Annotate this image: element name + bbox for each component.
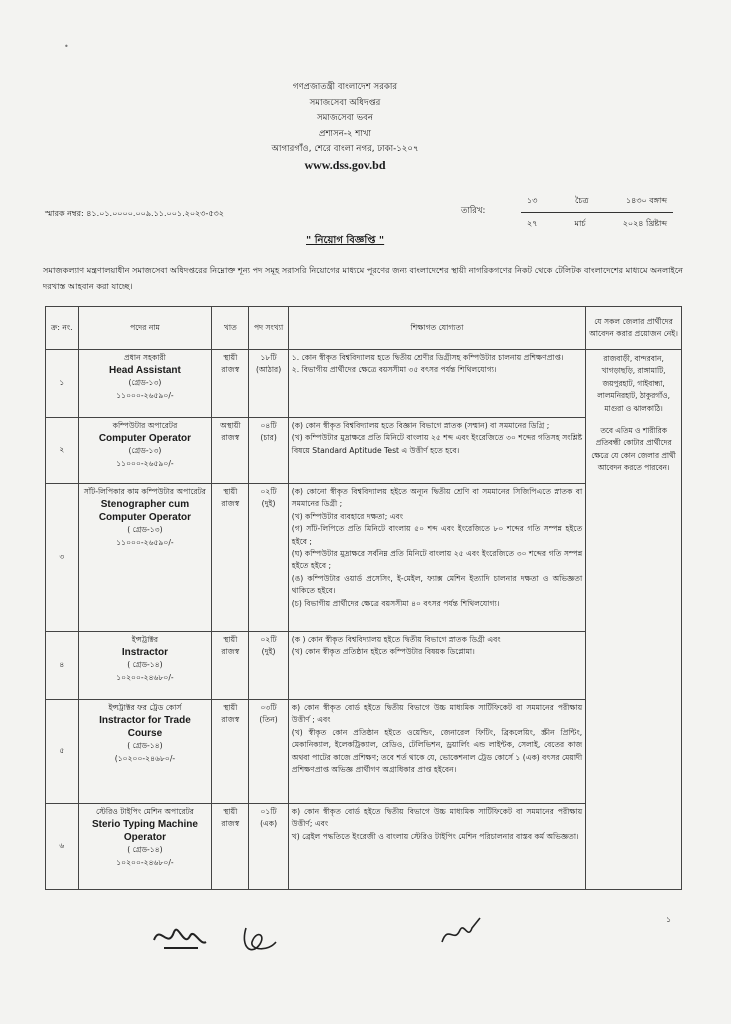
excluded-districts: রাজবাড়ী, বান্দরবান, খাগড়াছড়ি, রাঙ্গামাটি, জয়পুরহাট, গাইবান্ধা, লালমনিরহাট, ঠাকুরগাঁও, মাগুরা ও ঝালকাঠি। [597,354,670,413]
khat-cell: স্থায়ী রাজস্ব [212,350,249,418]
qualification-item: (চ) বিভাগীয় প্রার্থীদের ক্ষেত্রে বয়সসীমা ৪০ বৎসর পর্যন্ত শিথিলযোগ্য। [291,598,500,608]
post-name-en: Instractor [121,647,168,659]
khat-cell: স্থায়ী রাজস্ব [212,484,249,632]
qualification-item: ১. কোন স্বীকৃত বিশ্ববিদ্যালয় হতে দ্বিতীয় শ্রেণীর ডিগ্রীসহ কম্পিউটার চালনায় প্রশিক্ষণপ্রাপ্ত। [291,353,564,362]
post-grade: (গ্রেড-১৩) [128,446,162,456]
post-pay-scale: ১০২০০-২৪৬৮০/- [116,857,174,867]
count-cell: ০১টি (এক) [249,804,288,890]
header-line-4: প্রশাসন-২ শাখা [319,128,371,139]
post-pay-scale: ১১০০০-২৬৫৯০/- [116,537,174,547]
header-line-3: সমাজসেবা ভবন [316,113,374,123]
post-grade: ( গ্রেড-১৪) [127,741,163,751]
post-grade: (গ্রেড-১৩) [128,378,162,388]
qualification-item: (খ) স্বীকৃত কোন প্রতিষ্ঠান হইতে ওয়েল্ডিং, জেনারেল ফিটিং, ব্রিকলেয়িং, স্ক্রীন প্রিন্টিং, মেকানিক্যাল, ইলেকট্রিক্যাল, রেডিও, টেলিভিশন, ড্রয়ার্লিং এন্ড লাইন্টক, সেলাই, বেতের কাজ অথবা পাটের কাজে প্রশিক্ষণ; তবে শর্ত থাকে যে, ভোকেশনাল ট্রেড কোর্সে ১ (এক) বৎসর মেয়াদী প্রশিক্ষণপ্রাপ্ত অভিজ্ঞ প্রার্থীগণ অগ্রাধিকার প্রাপ্ত হইবেন। [291,727,583,775]
count-cell: ০২টি (দুই) [249,484,288,632]
post-pay-scale: ১১০০০-২৬৫৯০/- [116,458,174,468]
date-english-year: ২০২৪ খ্রিষ্টাব্দ [622,218,667,228]
post-grade: ( গ্রেড-১৪) [127,845,163,855]
row-serial: ৪ [46,632,79,700]
signature-3 [438,914,484,950]
row-serial: ৫ [46,700,79,804]
date-bangla-month: চৈত্র [574,195,589,205]
khat-cell: স্থায়ী রাজস্ব [212,632,249,700]
post-pay-scale: (১০২০০-২৪৬৮০/- [114,753,176,763]
vacancy-table [45,306,682,890]
qualification-item: (ক) কোনো স্বীকৃত বিশ্ববিদ্যালয় হইতে অন্যূন দ্বিতীয় শ্রেণি বা সমমানের সিজিপিএতে স্নাতক বা সমমানের ডিগ্রী ; [291,487,583,509]
date-english-month: মার্চ [574,218,586,228]
post-name-en: Sterio Typing Machine Operator [91,819,198,844]
date-bangla-day: ১৩ [527,195,538,205]
qualification-item: (ক ) কোন স্বীকৃত বিশ্ববিদ্যালয় হইতে দ্বিতীয় বিভাগে স্নাতক ডিগ্রী এবং [291,635,501,644]
header-serial: ক্র: নং. [46,307,79,350]
qualification-cell [288,350,585,418]
office-header [230,80,460,173]
districts-cell [586,350,682,890]
post-grade: ( গ্রেড-১৪) [127,660,163,670]
date-english-day: ২৭ [527,218,538,228]
post-name-bn: ইন্সট্রাক্টর ফর ট্রেড কোর্স [108,703,182,712]
qualification-cell [288,632,585,700]
post-cell [78,700,212,804]
post-cell [78,804,212,890]
quota-note: তবে এতিম ও শারীরিক প্রতিবন্ধী কোটার প্রার্থীদের ক্ষেত্রে যে কোন জেলার প্রার্থী আবেদন করতে পারবেন। [591,426,676,473]
date-english [521,213,673,235]
qualification-cell [288,484,585,632]
scan-mark: • [64,42,69,51]
qualification-item: (ঙ) কম্পিউটার ওয়ার্ড প্রসেসিং, ই-মেইল, ফ্যাক্স মেশিন ইত্যাদি চালনার দক্ষতা ও অভিজ্ঞতা থাকিতে হইবে। [291,573,583,596]
post-grade: ( গ্রেড-১৩) [127,525,163,535]
khat-cell: অস্থায়ী রাজস্ব [212,418,249,484]
date-label: তারিখ: [461,206,486,216]
post-pay-scale: ১০২০০-২৪৬৮০/- [116,672,174,682]
header-post: পদের নাম [78,307,212,350]
header-districts: যে সকল জেলার প্রার্থীদের আবেদন করার প্রয়োজন নেই। [586,307,682,350]
qualification-item: (খ) কম্পিউটার মুদ্রাক্ষরে প্রতি মিনিটে বাংলায় ২৫ শব্দ এবং ইংরেজিতে ৩০ শব্দের গতিসহ সংশ্লিষ্ট বিষয়ে Standard Aptitude Test এ উত্তীর্ণ হতে হবে। [291,433,583,455]
date-bangla-year: ১৪৩০ বঙ্গাব্দ [625,195,667,205]
post-name-bn: সাঁট-লিপিকার কাম কম্পিউটার অপারেটর [83,487,206,496]
post-name-en: Instractor for Trade Course [99,715,191,740]
memo-number: স্মারক নম্বর: ৪১.০১.০০০০.০০৯.১১.০০১.২০২৩-৫৩২ [45,209,224,218]
post-name-en: Stenographer cum Computer Operator [98,499,192,524]
qualification-item: খ) ব্রেইল পদ্ধতিতে ইংরেজী ও বাংলায় স্টেরিও টাইপিং মেশিন পরিচালনার বাস্তব কর্ম অভিজ্ঞতা। [291,831,579,841]
header-qualification: শিক্ষাগত যোগ্যতা [288,307,585,350]
header-address: আগারগাঁও, শেরে বাংলা নগর, ঢাকা-১২০৭ [271,144,419,154]
qualification-item: (খ) কোন স্বীকৃত প্রতিষ্ঠান হইতে কম্পিউটার বিষয়ক ডিপ্লোমা। [291,647,475,657]
notice-title: " নিয়োগ বিজ্ঞপ্তি " [306,235,385,246]
qualification-item: ক) কোন স্বীকৃত বোর্ড হইতে দ্বিতীয় বিভাগে উচ্চ মাধ্যমিক সার্টিফিকেট বা সমমানের পরীক্ষায় উত্তীর্ণ; এবং [291,807,583,829]
qualification-item: (ক) কোন স্বীকৃত বিশ্ববিদ্যালয় হতে বিজ্ঞান বিভাগে স্নাতক (সম্মান) বা সমমানের ডিগ্রি ; [291,421,550,430]
header-count: পদ সংখ্যা [249,307,288,350]
header-line-1: গণপ্রজাতন্ত্রী বাংলাদেশ সরকার [292,82,398,92]
post-name-bn: ইন্সট্রাক্টর [131,635,159,644]
qualification-item: ক) কোন স্বীকৃত বোর্ড হইতে দ্বিতীয় বিভাগে উচ্চ মাধ্যমিক সার্টিফিকেট বা সমমানের পরীক্ষায় উত্তীর্ণ ; এবং [291,703,583,725]
post-name-en: Computer Operator [98,433,192,445]
date-bangla [521,190,673,213]
header-khat: খাত [212,307,249,350]
row-serial: ৬ [46,804,79,890]
row-serial: ৩ [46,484,79,632]
page-number: ১ [666,915,672,924]
header-line-2: সমাজসেবা অধিদপ্তর [309,97,381,108]
count-cell: ০৩টি (তিন) [249,700,288,804]
khat-cell: স্থায়ী রাজস্ব [212,700,249,804]
table-row [46,350,682,418]
row-serial: ২ [46,418,79,484]
qualification-cell [288,804,585,890]
post-cell [78,350,212,418]
count-cell: ০২টি (দুই) [249,632,288,700]
table-header-row [46,307,682,350]
post-cell [78,418,212,484]
post-name-bn: স্টেরিও টাইপিং মেশিন অপারেটর [95,807,194,816]
count-cell: ০৪টি (চার) [249,418,288,484]
intro-paragraph: সমাজকল্যাণ মন্ত্রণালয়াধীন সমাজসেবা অধিদপ্তরের নিম্নোক্ত শূন্য পদ সমূহ সরাসরি নিয়োগের মাধ্যমে পূরণের জন্য বাংলাদেশের স্থায়ী নাগরিকগণের নিকট থেকে টেলিটক বাংলাদেশের মাধ্যমে অনলাইনে দরখাস্ত আহবান করা যাচ্ছে। [43,265,683,291]
post-cell [78,632,212,700]
post-pay-scale: ১১০০০-২৬৫৯০/- [116,390,174,400]
row-serial: ১ [46,350,79,418]
post-name-bn: কম্পিউটার অপারেটর [112,421,178,430]
post-cell [78,484,212,632]
date-box [521,190,673,235]
website-url: www.dss.gov.bd [304,157,386,172]
signature-2 [238,918,280,958]
post-name-bn: প্রধান সহকারী [123,353,166,362]
khat-cell: স্থায়ী রাজস্ব [212,804,249,890]
signature-1 [150,918,210,960]
qualification-item: (খ) কম্পিউটার ব্যবহারে দক্ষতা; এবং [291,511,403,521]
qualification-cell [288,418,585,484]
qualification-item: (ঘ) কম্পিউটার মুদ্রাক্ষরে সর্বনিম্ন প্রতি মিনিটে বাংলায় ২৫ এবং ইংরেজিতে ৩০ শব্দের গতি সম্পন্ন হইতে হইবে ; [291,549,583,571]
qualification-cell [288,700,585,804]
qualification-item: ২. বিভাগীয় প্রার্থীদের ক্ষেত্রে বয়সসীমা ৩৫ বৎসর পর্যন্ত শিথিলযোগ্য। [291,365,497,375]
post-name-en: Head Assistant [109,365,181,377]
count-cell: ১৮টি (আঠার) [249,350,288,418]
qualification-item: (গ) সাঁট-লিপিতে প্রতি মিনিটে বাংলায় ৫০ শব্দ এবং ইংরেজিতে ৮০ শব্দের গতি সম্পন্ন হইতে হইবে ; [291,524,583,546]
